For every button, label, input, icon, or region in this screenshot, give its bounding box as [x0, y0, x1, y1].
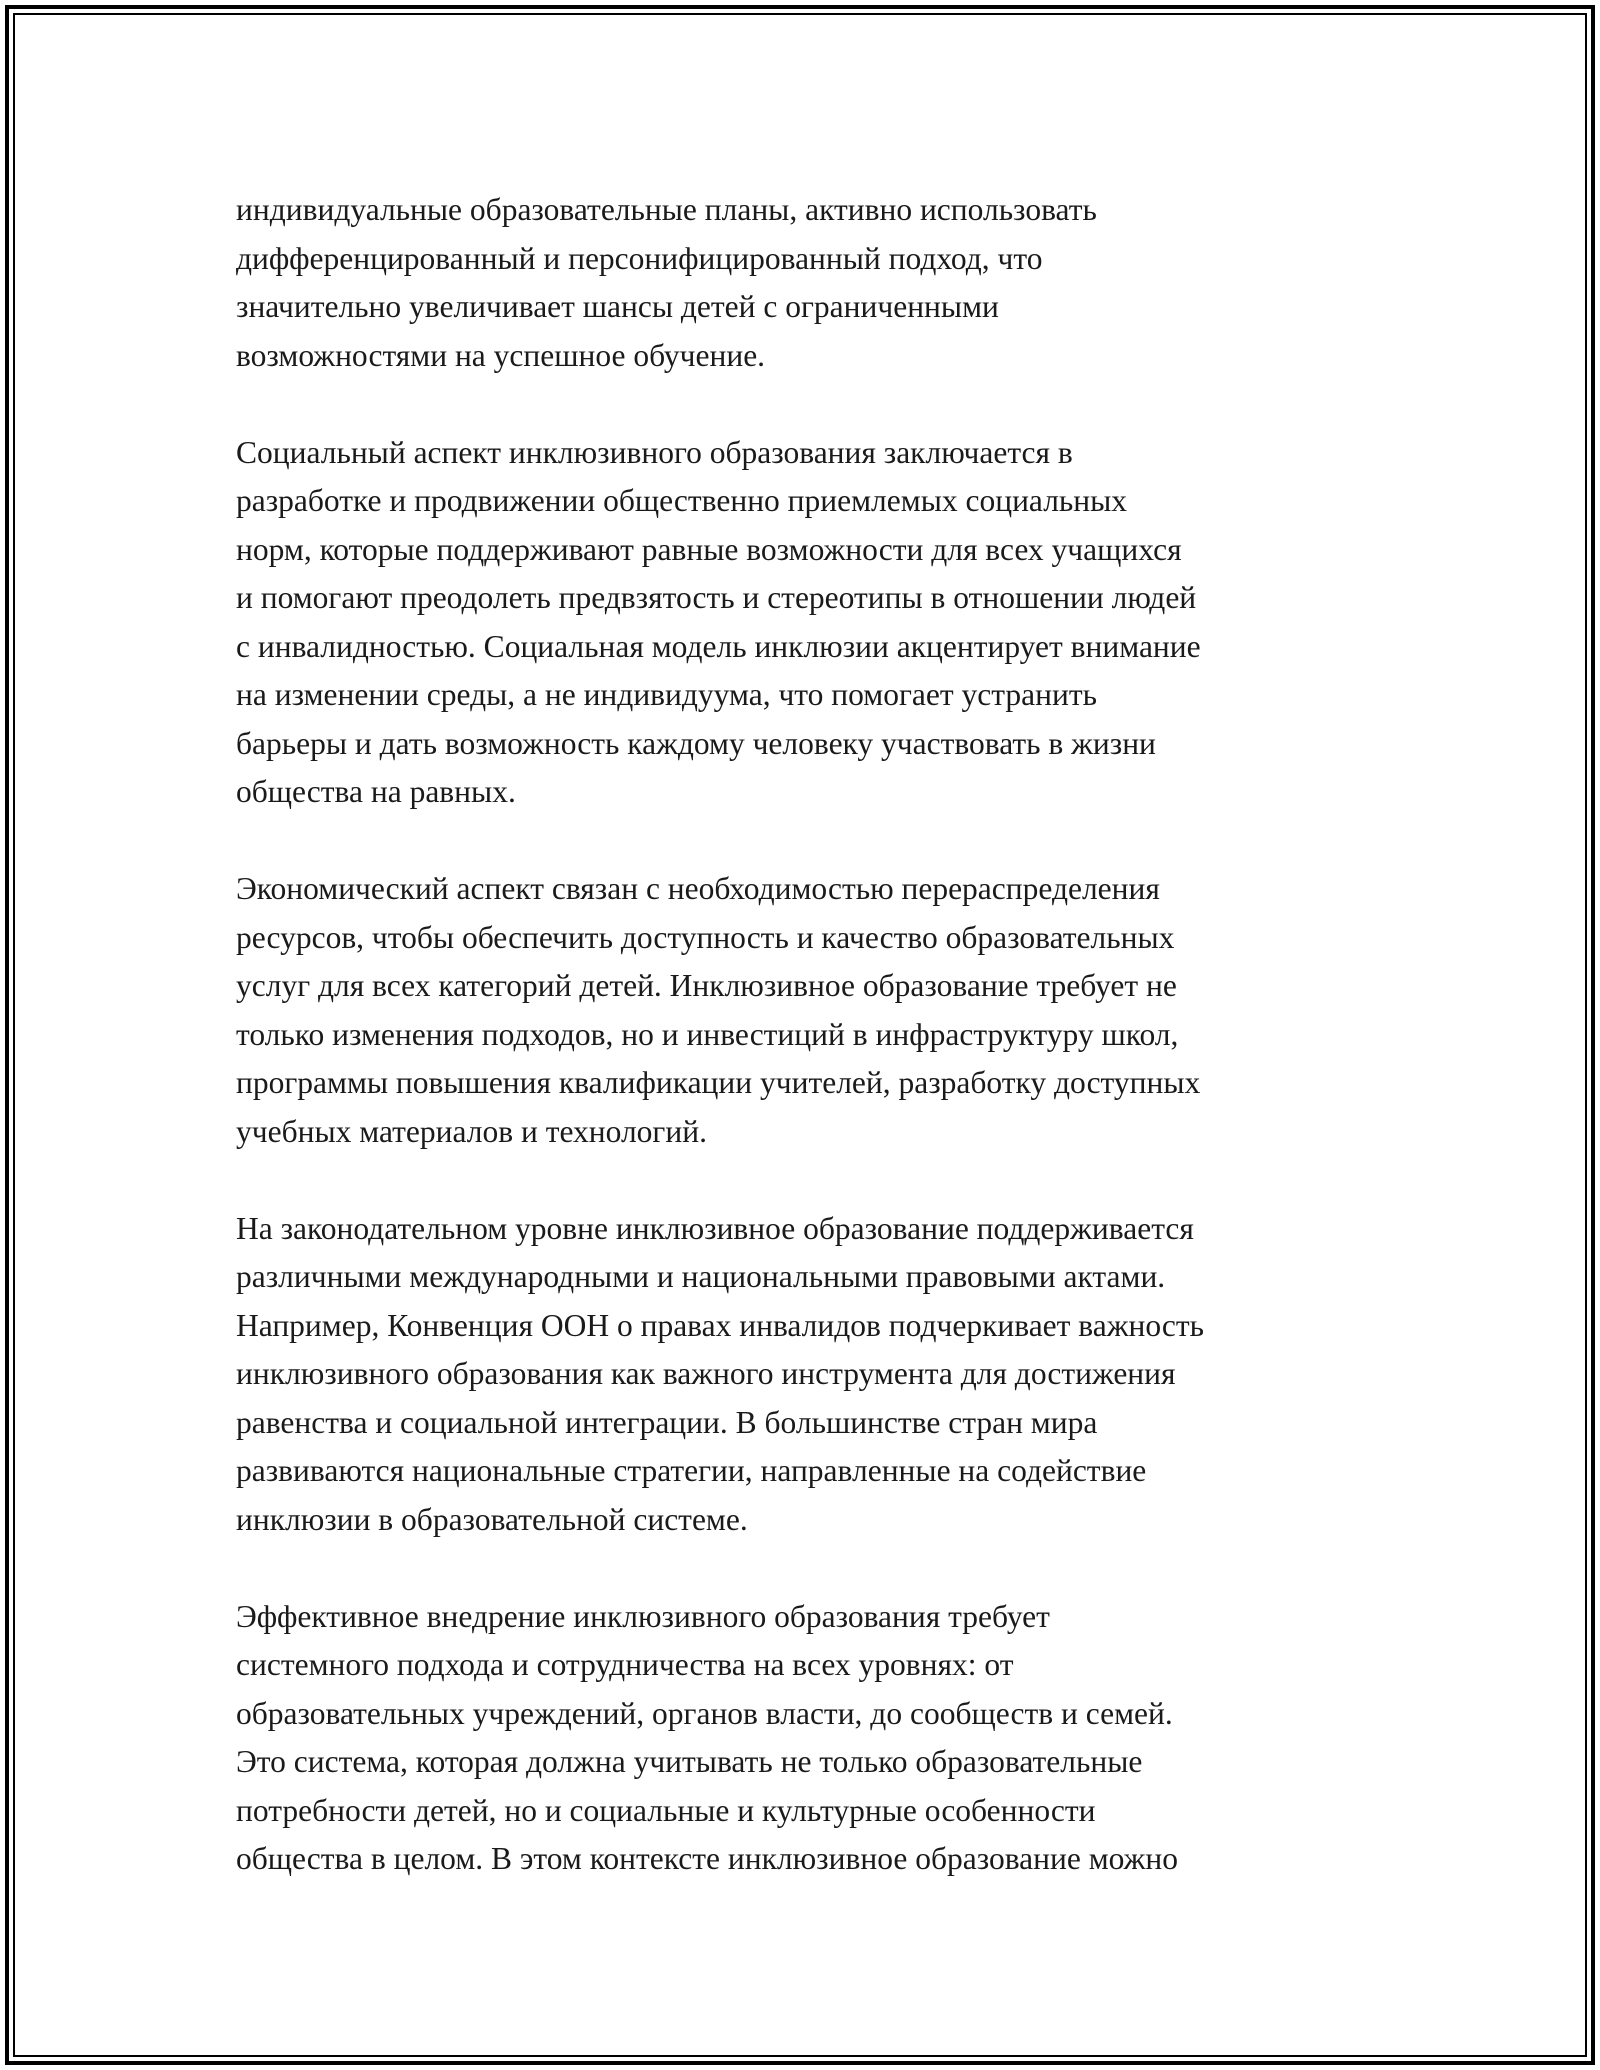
document-body	[236, 186, 1376, 1932]
text-line: услуг для всех категорий детей. Инклюзивное образование требует не	[236, 968, 1177, 1003]
text-line: образовательных учреждений, органов власти, до сообществ и семей.	[236, 1695, 1173, 1731]
text-line: Социальный аспект инклюзивного образования заключается в	[236, 434, 1073, 470]
text-line: с инвалидностью. Социальная модель инклюзии акцентирует внимание	[236, 628, 1201, 664]
text-line: системного подхода и сотрудничества на всех уровнях: от	[236, 1647, 1014, 1682]
text-line: Это система, которая должна учитывать не только образовательные	[236, 1744, 1143, 1779]
text-line: равенства и социальной интеграции. В большинстве стран мира	[236, 1404, 1098, 1440]
paragraph-individual-plans	[236, 186, 1376, 380]
paragraph-effective-implementation	[236, 1593, 1376, 1884]
text-line: Например, Конвенция ООН о правах инвалидов подчеркивает важность	[236, 1307, 1205, 1343]
text-line: различными международными и национальными правовыми актами.	[236, 1259, 1166, 1294]
text-line: На законодательном уровне инклюзивное образование поддерживается	[236, 1210, 1194, 1246]
text-line: инклюзии в образовательной системе.	[236, 1501, 748, 1537]
paragraph-legislative-level	[236, 1205, 1376, 1545]
text-line: учебных материалов и технологий.	[236, 1113, 707, 1149]
text-line: развиваются национальные стратегии, направленные на содействие	[236, 1453, 1147, 1488]
text-line: потребности детей, но и социальные и культурные особенности	[236, 1792, 1096, 1828]
text-line: разработке и продвижении общественно приемлемых социальных	[236, 483, 1128, 518]
text-line: на изменении среды, а не индивидуума, что помогает устранить	[236, 677, 1097, 712]
text-line: дифференцированный и персонифицированный подход, что	[236, 240, 1043, 276]
text-line: возможностями на успешное обучение.	[236, 337, 766, 373]
text-line: норм, которые поддерживают равные возможности для всех учащихся	[236, 531, 1182, 567]
text-line: и помогают преодолеть предвзятость и стереотипы в отношении людей	[236, 580, 1197, 615]
text-line: ресурсов, чтобы обеспечить доступность и качество образовательных	[236, 919, 1175, 955]
text-line: значительно увеличивает шансы детей с ограниченными	[236, 289, 999, 324]
text-line: программы повышения квалификации учителей, разработку доступных	[236, 1065, 1201, 1100]
text-line: барьеры и дать возможность каждому человеку участвовать в жизни	[236, 725, 1156, 761]
text-line: только изменения подходов, но и инвестиций в инфраструктуру школ,	[236, 1016, 1179, 1052]
text-line: инклюзивного образования как важного инструмента для достижения	[236, 1356, 1176, 1391]
text-line: Экономический аспект связан с необходимостью перераспределения	[236, 871, 1160, 906]
text-line: Эффективное внедрение инклюзивного образования требует	[236, 1598, 1050, 1634]
text-line: общества на равных.	[236, 774, 516, 809]
text-line: общества в целом. В этом контексте инклюзивное образование можно	[236, 1841, 1178, 1876]
paragraph-social-aspect	[236, 429, 1376, 817]
text-line: индивидуальные образовательные планы, активно использовать	[236, 192, 1097, 227]
paragraph-economic-aspect	[236, 865, 1376, 1156]
